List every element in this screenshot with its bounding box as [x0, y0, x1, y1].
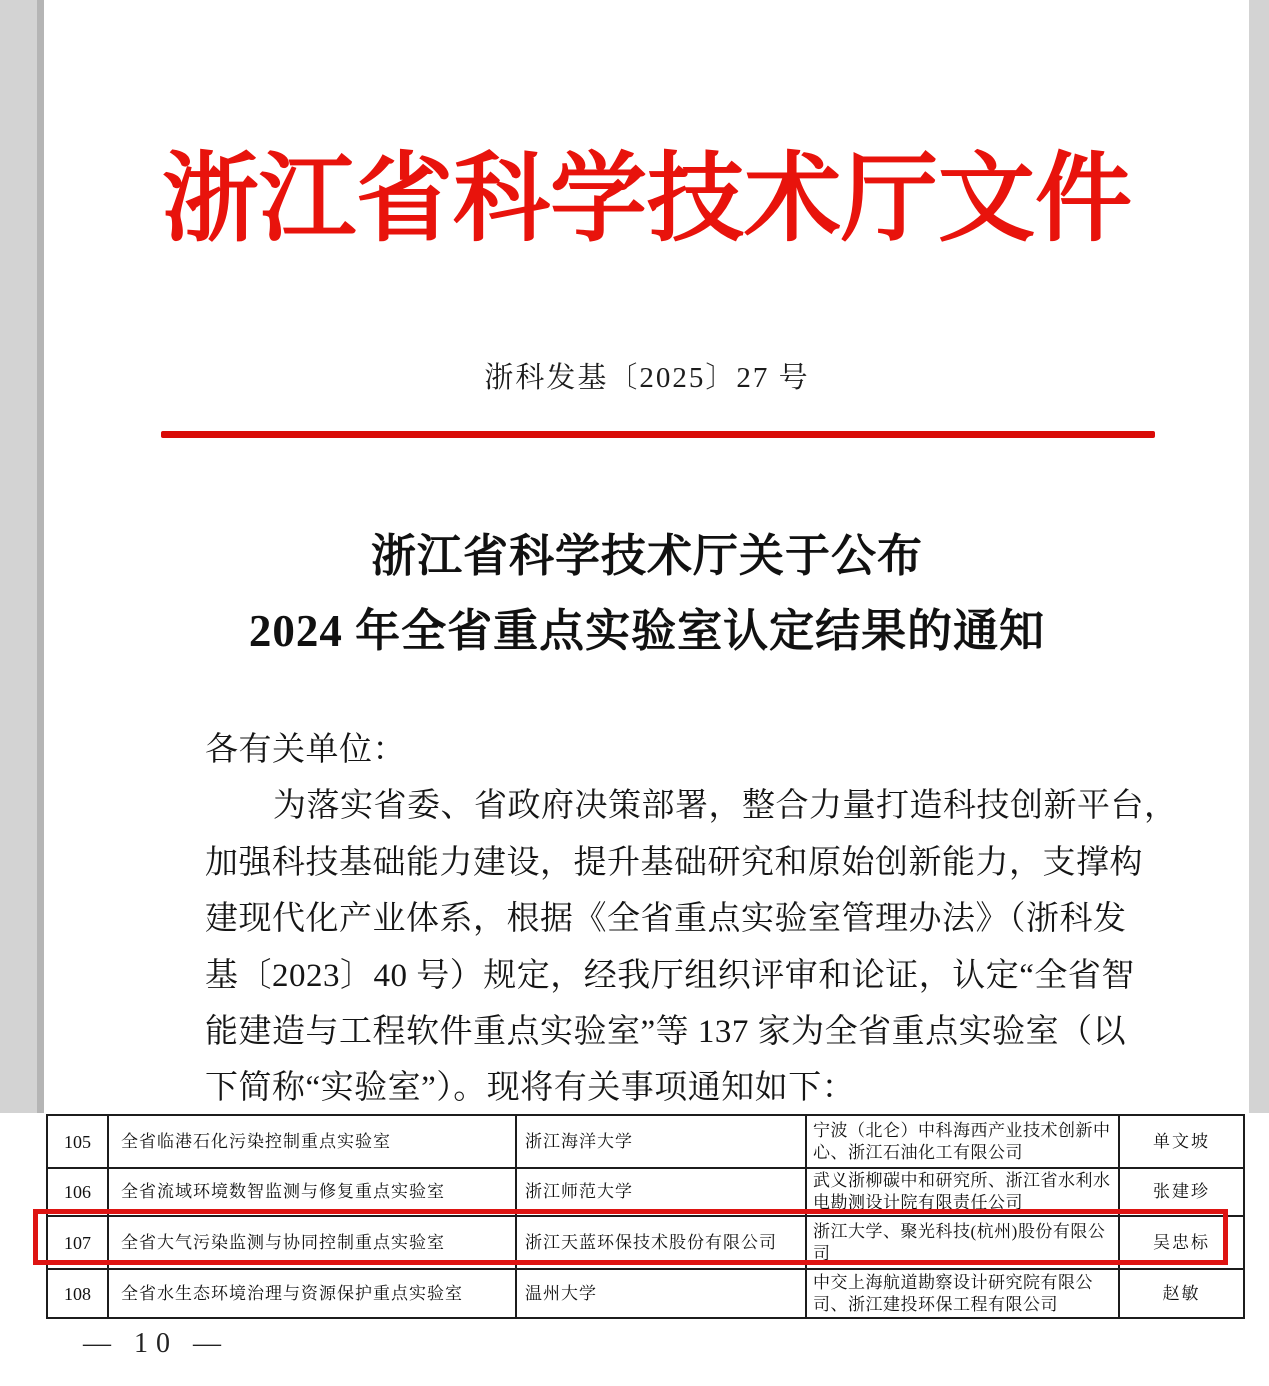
notice-body — [205, 722, 1178, 1117]
body-line: 下简称“实验室”）。现将有关事项通知如下： — [205, 1070, 856, 1107]
cell-row-number: 108 — [47, 1269, 108, 1318]
notice-title-line2: 2024 年全省重点实验室认定结果的通知 — [248, 606, 1046, 656]
cell-partner-units: 中交上海航道勘察设计研究院有限公司、浙江建投环保工程有限公司 — [806, 1269, 1119, 1318]
red-divider-line — [161, 431, 1155, 438]
cell-row-number: 107 — [47, 1216, 108, 1269]
cell-host-unit: 浙江海洋大学 — [516, 1115, 806, 1168]
table-row-107-highlighted — [47, 1216, 1244, 1269]
cell-lab-name: 全省临港石化污染控制重点实验室 — [108, 1115, 516, 1168]
body-line: 能建造与工程软件重点实验室”等 137 家为全省重点实验室（以 — [205, 1013, 1127, 1050]
cell-lab-name: 全省流域环境数智监测与修复重点实验室 — [108, 1168, 516, 1216]
cell-partner-units: 宁波（北仑）中科海西产业技术创新中心、浙江石油化工有限公司 — [806, 1115, 1119, 1168]
cell-row-number: 106 — [47, 1168, 108, 1216]
cell-director: 单文坡 — [1119, 1115, 1244, 1168]
cell-lab-name: 全省大气污染监测与协同控制重点实验室 — [108, 1216, 516, 1269]
body-salutation: 各有关单位： — [205, 732, 406, 768]
cell-host-unit: 浙江师范大学 — [516, 1168, 806, 1216]
body-line: 建现代化产业体系，根据《全省重点实验室管理办法》（浙科发 — [205, 901, 1127, 938]
notice-title-line1: 浙江省科学技术厅关于公布 — [370, 531, 923, 581]
document-number: 浙科发基〔2025〕27 号 — [484, 362, 810, 394]
cell-partner-units: 武义浙柳碳中和研究所、浙江省水利水电勘测设计院有限责任公司 — [806, 1168, 1119, 1216]
body-line: 加强科技基础能力建设，提升基础研究和原始创新能力，支撑构 — [205, 844, 1143, 881]
cell-partner-units: 浙江大学、聚光科技(杭州)股份有限公司 — [806, 1216, 1119, 1269]
agency-header-title: 浙江省科学技术厅文件 — [162, 146, 1132, 253]
cell-director: 赵敏 — [1119, 1269, 1244, 1318]
cell-director: 吴忠标 — [1119, 1216, 1244, 1269]
table-row-108 — [47, 1269, 1244, 1318]
page-number: — 10 — — [83, 1328, 229, 1359]
cell-row-number: 105 — [47, 1115, 108, 1168]
cell-host-unit: 温州大学 — [516, 1269, 806, 1318]
table-row-105 — [47, 1115, 1244, 1168]
body-line: 基〔2023〕40 号）规定，经我厅组织评审和论证，认定“全省智 — [205, 957, 1135, 994]
body-line: 为落实省委、省政府决策部署，整合力量打造科技创新平台， — [273, 788, 1178, 825]
cell-lab-name: 全省水生态环境治理与资源保护重点实验室 — [108, 1269, 516, 1318]
cell-director: 张建珍 — [1119, 1168, 1244, 1216]
key-labs-results-table — [46, 1114, 1245, 1319]
table-row-106 — [47, 1168, 1244, 1216]
cell-host-unit: 浙江天蓝环保技术股份有限公司 — [516, 1216, 806, 1269]
